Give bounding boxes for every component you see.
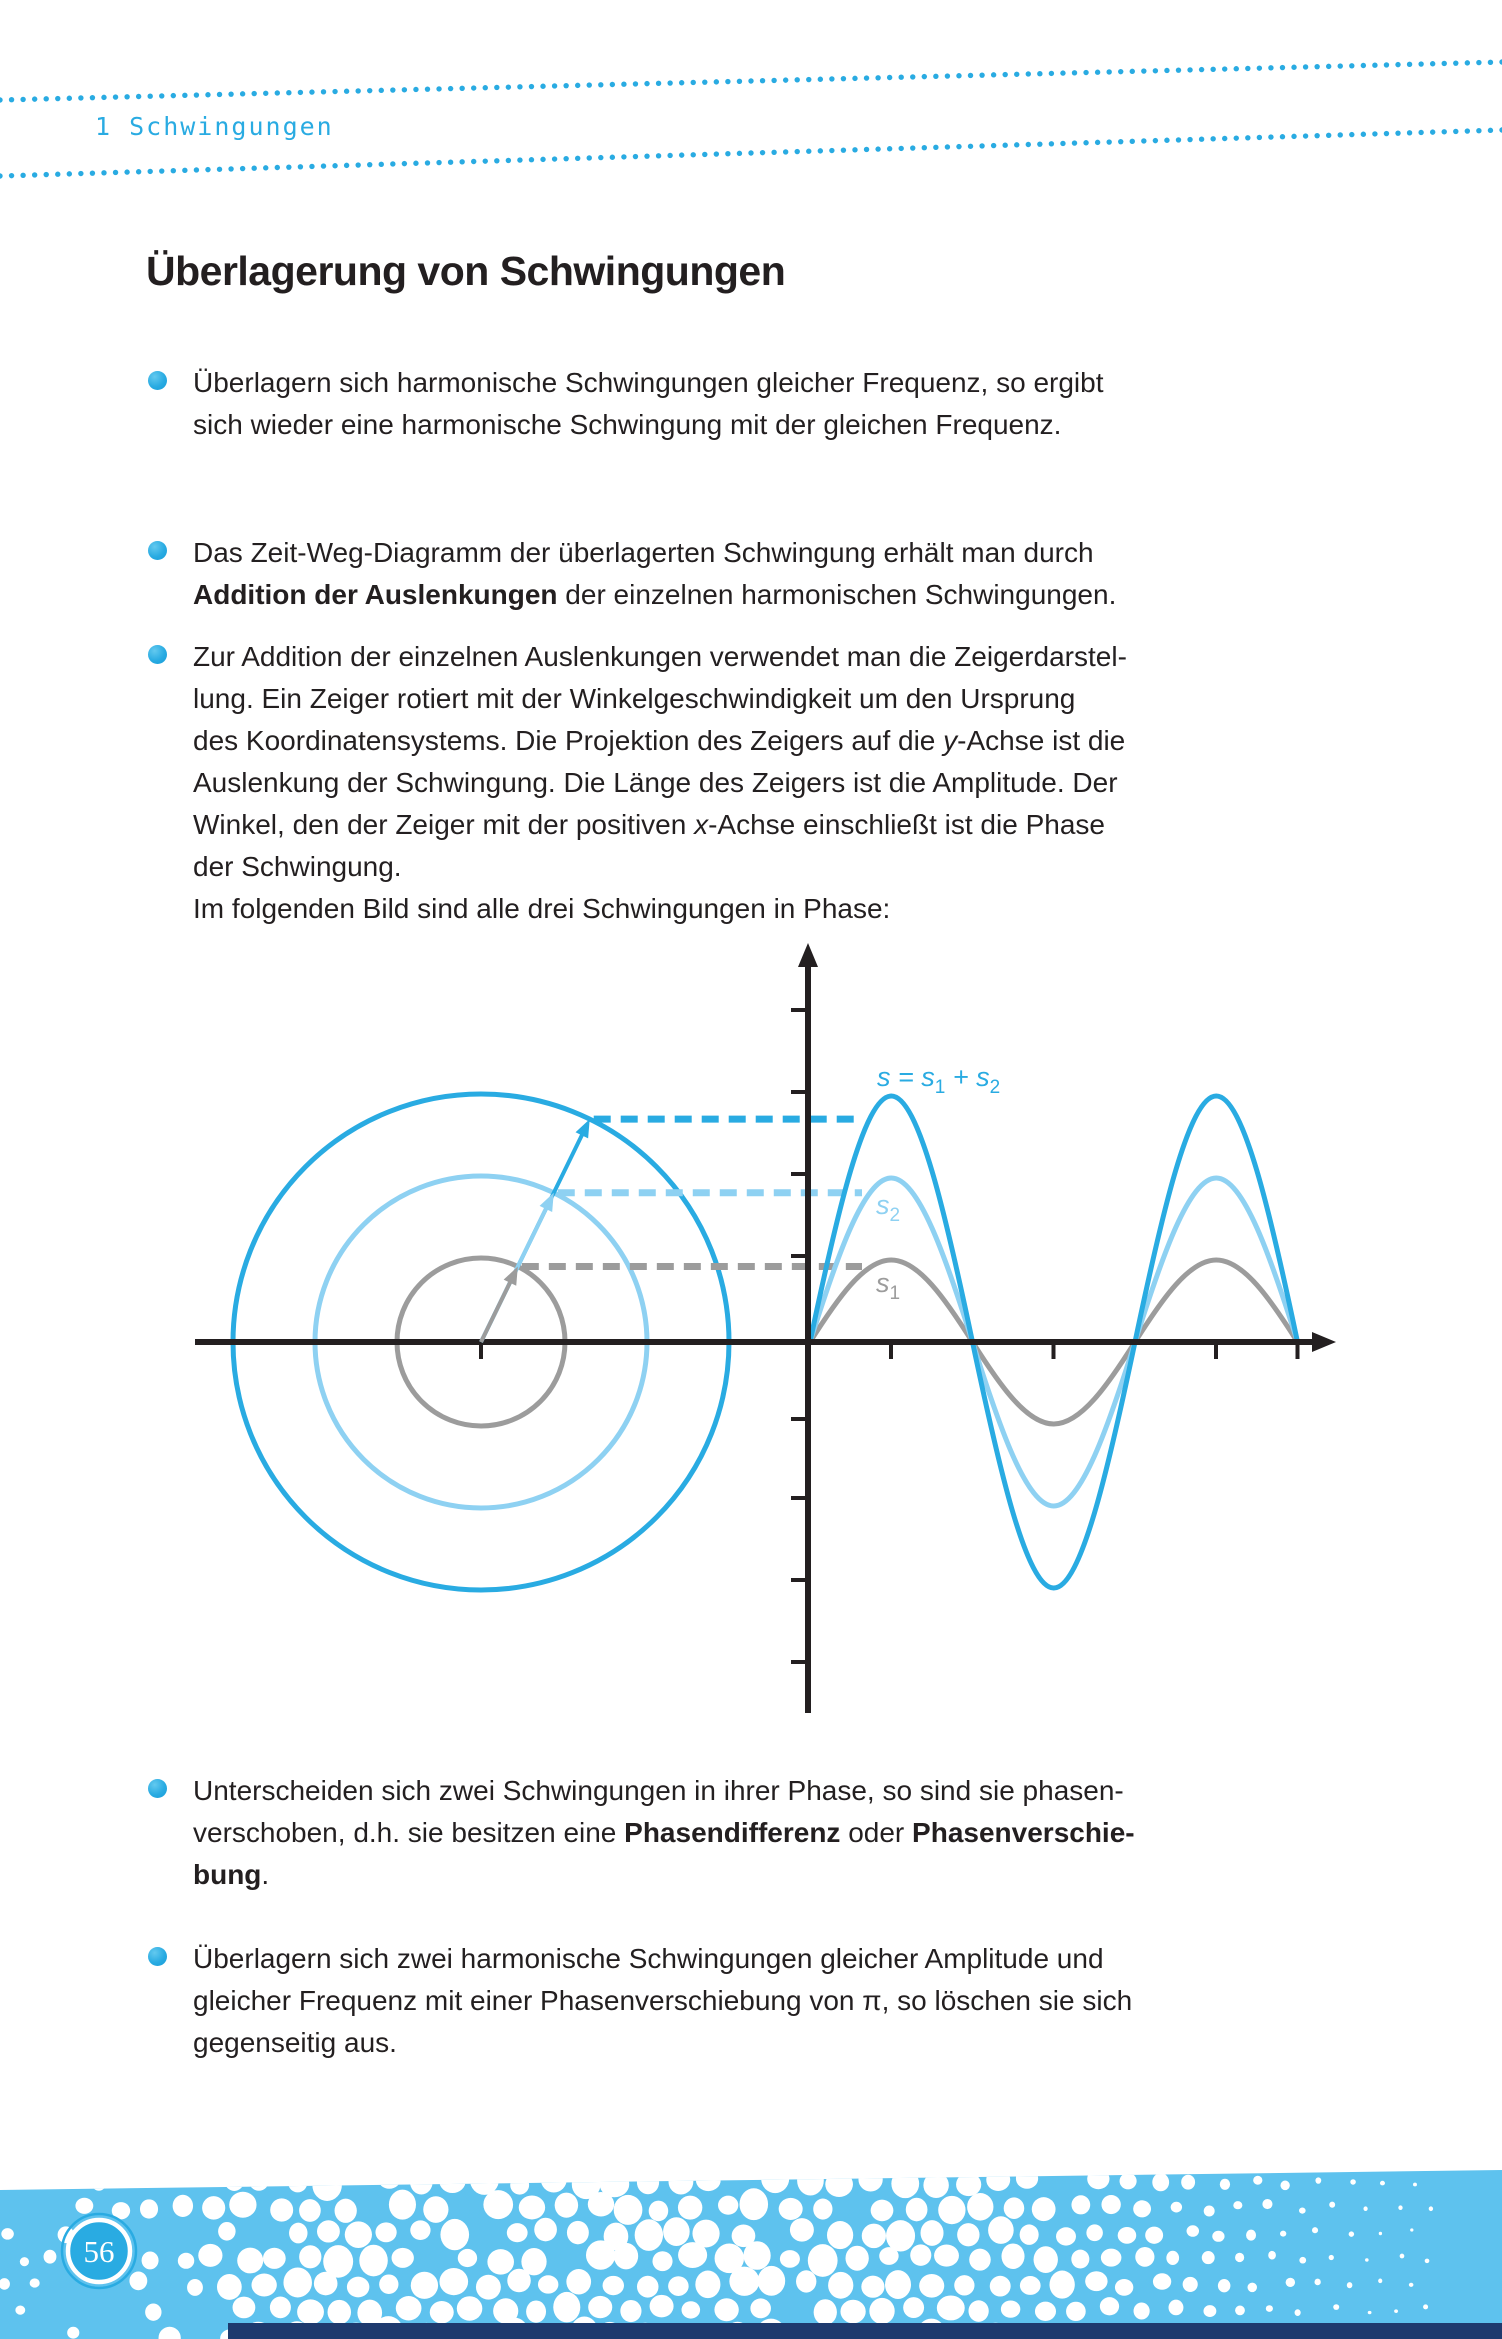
band-dot bbox=[1347, 2282, 1353, 2288]
page-title: Überlagerung von Schwingungen bbox=[146, 248, 786, 294]
band-dot bbox=[891, 2169, 919, 2198]
band-dot bbox=[718, 2196, 738, 2215]
wave-label-s1: $s_1$ bbox=[876, 1268, 901, 1304]
band-dot bbox=[780, 2250, 800, 2268]
band-dot bbox=[635, 2219, 663, 2251]
band-dot bbox=[1035, 2302, 1056, 2321]
band-dot bbox=[845, 2246, 868, 2271]
band-dot bbox=[743, 2241, 770, 2270]
band-dot bbox=[886, 2220, 915, 2251]
band-dot bbox=[566, 2269, 591, 2295]
band-dot bbox=[1350, 2179, 1356, 2184]
wave-label-s2: $s_2$ bbox=[876, 1190, 901, 1226]
band-dot bbox=[1181, 2175, 1195, 2190]
band-dot bbox=[553, 2292, 580, 2322]
band-dot bbox=[439, 2169, 465, 2193]
band-dot bbox=[808, 2244, 838, 2277]
band-dot bbox=[969, 2249, 991, 2271]
band-dot bbox=[288, 2172, 307, 2192]
text-line: Überlagern sich zwei harmonische Schwingungen gleicher Amplitude und bbox=[193, 1943, 1104, 1974]
band-dot bbox=[695, 2271, 720, 2299]
band-dot bbox=[1299, 2207, 1306, 2213]
band-dot bbox=[968, 2300, 988, 2322]
band-dot bbox=[840, 2300, 865, 2324]
band-dot bbox=[440, 2219, 469, 2250]
band-dot bbox=[603, 2276, 624, 2295]
band-dot bbox=[218, 2222, 236, 2241]
band-dot bbox=[988, 2216, 1014, 2244]
band-dot bbox=[1253, 2176, 1262, 2185]
band-dot bbox=[1203, 2305, 1216, 2317]
band-dot bbox=[378, 2168, 401, 2188]
band-dot bbox=[682, 2301, 701, 2318]
band-dot bbox=[620, 2300, 641, 2322]
band-dot bbox=[588, 2296, 612, 2318]
band-dot bbox=[1134, 2302, 1150, 2319]
band-dot bbox=[1135, 2247, 1154, 2267]
band-dot bbox=[1423, 2304, 1428, 2309]
band-dot bbox=[233, 2297, 256, 2319]
band-dot bbox=[761, 2164, 789, 2193]
band-dot bbox=[586, 2240, 615, 2269]
band-dot bbox=[1034, 2246, 1058, 2273]
band-dot bbox=[347, 2277, 369, 2298]
band-dot bbox=[507, 2269, 531, 2293]
band-dot bbox=[650, 2295, 674, 2318]
band-dot bbox=[1365, 2258, 1369, 2261]
band-dot bbox=[652, 2251, 672, 2271]
band-dot bbox=[534, 2218, 557, 2242]
band-dot bbox=[314, 2272, 338, 2296]
band-dot bbox=[1398, 2205, 1402, 2210]
band-dot bbox=[1280, 2181, 1289, 2191]
band-dot bbox=[567, 2221, 589, 2245]
band-dot bbox=[729, 2267, 759, 2296]
band-dot bbox=[1187, 2225, 1200, 2236]
band-dot bbox=[678, 2196, 702, 2220]
band-dot bbox=[825, 2172, 853, 2197]
band-dot bbox=[990, 2276, 1011, 2297]
band-dot bbox=[217, 2274, 242, 2300]
band-dot bbox=[1286, 2278, 1295, 2287]
band-dot bbox=[270, 2297, 291, 2319]
band-dot bbox=[967, 2193, 993, 2221]
band-dot bbox=[858, 2168, 882, 2192]
band-dot bbox=[637, 2276, 659, 2298]
text-line: Das Zeit-Weg-Diagramm der überlagerten Schwingung erhält man durch bbox=[193, 537, 1094, 568]
band-dot bbox=[15, 2305, 25, 2314]
band-dot bbox=[375, 2222, 396, 2242]
chapter-label: 1 Schwingungen bbox=[95, 112, 334, 141]
band-dot bbox=[649, 2201, 669, 2222]
band-dot bbox=[1115, 2279, 1133, 2296]
band-dot bbox=[178, 2253, 194, 2269]
band-dot bbox=[861, 2276, 884, 2298]
band-dot bbox=[1100, 2297, 1119, 2315]
band-dot bbox=[957, 2223, 979, 2246]
band-dot bbox=[797, 2165, 824, 2195]
page-number: 56 bbox=[83, 2234, 115, 2269]
text-line: Unterscheiden sich zwei Schwingungen in ihrer Phase, so sind sie phasen- bbox=[193, 1775, 1124, 1806]
band-dot bbox=[1262, 2199, 1272, 2209]
band-dot bbox=[1085, 2271, 1107, 2291]
text-line: Addition der Auslenkungen der einzelnen harmonischen Schwingungen. bbox=[193, 579, 1117, 610]
band-dot bbox=[869, 2298, 894, 2324]
band-dot bbox=[1218, 2279, 1231, 2292]
band-dot bbox=[779, 2198, 803, 2220]
band-dot bbox=[986, 2168, 1010, 2191]
band-dot bbox=[1246, 2230, 1256, 2241]
band-dot bbox=[379, 2274, 398, 2294]
band-dot bbox=[790, 2218, 814, 2242]
band-dot bbox=[827, 2221, 853, 2249]
band-dot bbox=[1, 2228, 14, 2239]
band-dot bbox=[1204, 2205, 1215, 2216]
band-dot bbox=[1071, 2250, 1089, 2269]
band-dot bbox=[1378, 2279, 1382, 2284]
band-dot bbox=[252, 2274, 277, 2297]
text-line: Zur Addition der einzelnen Auslenkungen verwendet man die Zeigerdarstel- bbox=[193, 641, 1127, 672]
band-dot bbox=[1001, 2243, 1024, 2269]
band-dot bbox=[1032, 2197, 1056, 2221]
band-dot bbox=[1363, 2206, 1367, 2211]
band-dot bbox=[411, 2272, 438, 2299]
band-dot bbox=[614, 2243, 638, 2269]
band-dot bbox=[1020, 2224, 1039, 2244]
band-dot bbox=[1153, 2273, 1171, 2290]
band-dot bbox=[299, 2245, 321, 2268]
band-dot bbox=[1235, 2306, 1245, 2316]
band-dot bbox=[92, 2177, 106, 2191]
band-dot bbox=[919, 2274, 944, 2298]
band-dot bbox=[614, 2195, 643, 2225]
band-dot bbox=[1071, 2195, 1090, 2214]
band-dot bbox=[1329, 2202, 1335, 2208]
band-dot bbox=[202, 2196, 225, 2220]
band-dot bbox=[359, 2245, 388, 2277]
band-dot bbox=[328, 2300, 352, 2324]
band-dot bbox=[1425, 2259, 1430, 2264]
band-dot bbox=[1166, 2251, 1179, 2265]
band-dot bbox=[237, 2248, 263, 2274]
band-dot bbox=[1220, 2179, 1230, 2190]
band-dot bbox=[225, 2169, 245, 2191]
band-dot bbox=[1086, 2224, 1103, 2241]
band-dot bbox=[423, 2196, 448, 2223]
band-dot bbox=[507, 2223, 528, 2242]
band-dot bbox=[1056, 2227, 1076, 2245]
band-dot bbox=[483, 2190, 513, 2219]
band-dot bbox=[538, 2275, 558, 2293]
text-line: Überlagern sich harmonische Schwingungen gleicher Frequenz, so ergibt bbox=[193, 367, 1104, 398]
text-line: sich wieder eine harmonische Schwingung mit der gleichen Frequenz. bbox=[193, 409, 1062, 440]
band-dot bbox=[937, 2295, 965, 2320]
band-dot bbox=[1101, 2249, 1122, 2267]
band-dot bbox=[1266, 2305, 1273, 2312]
band-dot bbox=[903, 2297, 924, 2318]
band-dot bbox=[814, 2299, 837, 2325]
band-dot bbox=[1394, 2309, 1398, 2313]
band-dot bbox=[1169, 2300, 1184, 2316]
text-line: des Koordinatensystems. Die Projektion des Zeigers auf die y-Achse ist die bbox=[193, 725, 1126, 756]
band-dot bbox=[145, 2303, 161, 2320]
band-dot bbox=[1315, 2177, 1321, 2183]
band-dot bbox=[1333, 2304, 1339, 2310]
band-dot bbox=[389, 2190, 416, 2220]
band-dot bbox=[1312, 2227, 1318, 2233]
band-dot bbox=[1295, 2309, 1301, 2316]
band-dot bbox=[1248, 2283, 1257, 2293]
text-line: gegenseitig aus. bbox=[193, 2027, 397, 2058]
band-dot bbox=[1133, 2200, 1151, 2217]
band-dot bbox=[519, 2196, 545, 2220]
band-dot bbox=[470, 2165, 499, 2195]
band-dot bbox=[458, 2249, 477, 2267]
band-dot bbox=[430, 2301, 454, 2323]
band-dot bbox=[20, 2257, 29, 2266]
band-dot bbox=[457, 2296, 483, 2321]
band-dot bbox=[828, 2272, 853, 2299]
band-dot bbox=[526, 2300, 546, 2322]
band-dot bbox=[1299, 2257, 1306, 2264]
band-dot bbox=[1280, 2231, 1286, 2237]
band-dot bbox=[871, 2200, 894, 2222]
band-dot bbox=[67, 2327, 79, 2339]
band-dot bbox=[1235, 2253, 1244, 2262]
band-dot bbox=[173, 2195, 193, 2217]
band-dot bbox=[510, 2175, 529, 2194]
band-dot bbox=[392, 2248, 414, 2268]
band-dot bbox=[750, 2298, 771, 2318]
band-dot bbox=[588, 2192, 614, 2216]
band-dot bbox=[813, 2199, 832, 2220]
band-dot bbox=[1171, 2202, 1182, 2213]
band-dot bbox=[317, 2220, 340, 2242]
text-line: verschoben, d.h. sie besitzen eine Phasendifferenz oder Phasenverschie- bbox=[193, 1817, 1135, 1848]
text-line: Im folgenden Bild sind alle drei Schwingungen in Phase: bbox=[193, 893, 891, 924]
band-dot bbox=[1101, 2195, 1120, 2214]
band-dot bbox=[906, 2198, 928, 2222]
band-dot bbox=[1233, 2201, 1242, 2209]
band-dot bbox=[696, 2169, 721, 2191]
text-line: Winkel, den der Zeiger mit der positiven x-Achse einschließt ist die Phase bbox=[193, 809, 1105, 840]
band-dot bbox=[283, 2267, 311, 2297]
bottom-navy-strip bbox=[228, 2323, 1502, 2339]
band-dot bbox=[299, 2199, 321, 2222]
band-dot bbox=[1368, 2311, 1372, 2314]
band-dot bbox=[312, 2169, 342, 2201]
band-dot bbox=[270, 2198, 293, 2221]
band-dot bbox=[1380, 2181, 1385, 2186]
band-dot bbox=[1268, 2251, 1276, 2260]
band-dot bbox=[668, 2276, 689, 2296]
band-dot bbox=[714, 2298, 738, 2321]
text-line: der Schwingung. bbox=[193, 851, 402, 882]
band-dot bbox=[1379, 2232, 1382, 2235]
band-dot bbox=[1004, 2197, 1025, 2219]
band-dot bbox=[541, 2166, 567, 2192]
text-line: gleicher Frequenz mit einer Phasenverschiebung von π, so löschen sie sich bbox=[193, 1985, 1133, 2016]
band-dot bbox=[637, 2170, 659, 2194]
band-dot bbox=[487, 2249, 514, 2275]
band-dot bbox=[1016, 2168, 1038, 2189]
text-line: lung. Ein Zeiger rotiert mit der Winkelgeschwindigkeit um den Ursprung bbox=[193, 683, 1076, 714]
band-dot bbox=[249, 2170, 269, 2190]
text-line: bung. bbox=[193, 1859, 270, 1890]
band-dot bbox=[410, 2220, 430, 2240]
band-dot bbox=[910, 2244, 931, 2265]
band-dot bbox=[335, 2199, 357, 2223]
band-dot bbox=[1049, 2271, 1074, 2299]
band-dot bbox=[1410, 2228, 1413, 2231]
band-dot bbox=[1329, 2255, 1334, 2260]
band-dot bbox=[1118, 2227, 1137, 2244]
band-dot bbox=[1145, 2227, 1163, 2244]
band-dot bbox=[75, 2198, 93, 2214]
band-dot bbox=[1349, 2231, 1354, 2236]
band-dot bbox=[1202, 2251, 1215, 2264]
band-dot bbox=[885, 2270, 911, 2299]
band-dot bbox=[954, 2275, 974, 2295]
band-dot bbox=[1001, 2300, 1020, 2317]
band-dot bbox=[30, 2278, 40, 2287]
band-dot bbox=[396, 2296, 422, 2320]
band-dot bbox=[187, 2279, 203, 2296]
wave-label-sum: $s = s_1 + s_2$ bbox=[877, 1062, 1001, 1098]
band-dot bbox=[1212, 2231, 1224, 2242]
band-dot bbox=[862, 2224, 886, 2249]
band-dot bbox=[1409, 2283, 1414, 2287]
band-dot bbox=[1413, 2183, 1417, 2187]
band-dot bbox=[198, 2244, 222, 2267]
band-dot bbox=[229, 2192, 256, 2218]
band-dot bbox=[410, 2169, 433, 2194]
band-dot bbox=[663, 2217, 690, 2246]
band-dot bbox=[555, 2193, 578, 2218]
band-dot bbox=[1020, 2276, 1041, 2295]
band-dot bbox=[1314, 2279, 1320, 2286]
band-dot bbox=[668, 2169, 693, 2195]
band-dot bbox=[879, 2247, 898, 2265]
text-line: Auslenkung der Schwingung. Die Länge des Zeigers ist die Amplitude. Der bbox=[193, 767, 1118, 798]
band-dot bbox=[129, 2272, 147, 2291]
band-dot bbox=[44, 2250, 57, 2264]
band-dot bbox=[142, 2251, 159, 2269]
band-dot bbox=[289, 2223, 307, 2244]
band-dot bbox=[1066, 2302, 1086, 2321]
page-number-badge bbox=[62, 2214, 136, 2288]
band-dot bbox=[938, 2196, 965, 2224]
band-dot bbox=[476, 2275, 501, 2300]
band-dot bbox=[1152, 2173, 1169, 2191]
band-dot bbox=[1087, 2169, 1109, 2190]
band-dot bbox=[934, 2244, 959, 2266]
band-dot bbox=[62, 2175, 76, 2188]
band-dot bbox=[678, 2242, 707, 2268]
band-dot bbox=[921, 2220, 944, 2246]
band-dot bbox=[1120, 2173, 1137, 2190]
band-dot bbox=[758, 2266, 786, 2296]
band-dot bbox=[263, 2248, 286, 2269]
band-dot bbox=[739, 2188, 768, 2220]
band-dot bbox=[439, 2268, 468, 2295]
band-dot bbox=[140, 2199, 158, 2218]
band-dot bbox=[796, 2270, 816, 2292]
band-dot bbox=[297, 2299, 324, 2324]
band-dot bbox=[345, 2221, 372, 2248]
band-dot bbox=[1400, 2254, 1405, 2259]
band-dot bbox=[923, 2172, 948, 2198]
band-dot bbox=[956, 2173, 981, 2196]
band-dot bbox=[1183, 2277, 1198, 2292]
band-dot bbox=[1429, 2206, 1433, 2211]
